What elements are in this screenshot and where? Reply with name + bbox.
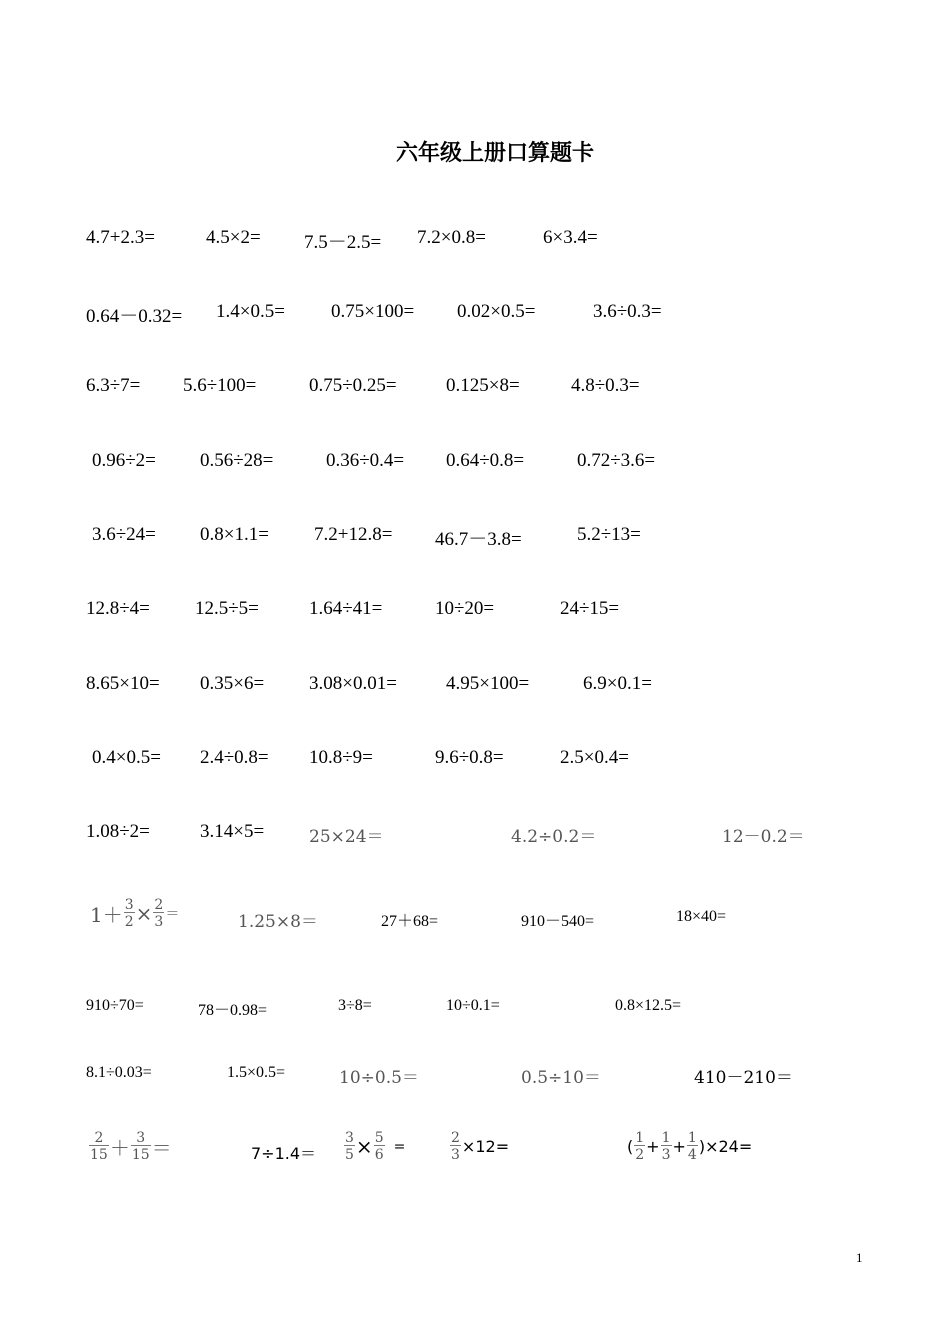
operator: ＋ <box>109 1136 130 1160</box>
numerator: 1 <box>687 1130 697 1146</box>
fraction <box>661 1131 672 1162</box>
problem: 12.8÷4= <box>86 598 150 619</box>
problem: 7.5－2.5= <box>304 232 382 253</box>
fraction <box>124 898 135 929</box>
problem: 2.4÷0.8= <box>200 747 269 768</box>
fraction-expression <box>90 898 179 929</box>
problem: 12.5÷5= <box>195 598 259 619</box>
problem: 4.8÷0.3= <box>571 375 640 396</box>
problem: 6.9×0.1= <box>583 673 652 694</box>
problem: 24÷15= <box>560 598 620 619</box>
problem: 0.8×1.1= <box>200 524 269 545</box>
problem: 10÷20= <box>435 598 495 619</box>
problem: 0.64÷0.8= <box>446 450 525 471</box>
equals: ＝ <box>151 1136 172 1160</box>
denominator: 2 <box>635 1147 645 1163</box>
problem: 0.125×8= <box>446 375 520 396</box>
fraction <box>89 1131 109 1162</box>
problem: 8.1÷0.03= <box>86 1064 152 1081</box>
problem: 3.14×5= <box>200 821 265 842</box>
problem: 0.36÷0.4= <box>326 450 405 471</box>
problem: 3.6÷0.3= <box>593 301 662 322</box>
problem: 3÷8= <box>338 997 372 1014</box>
problem: 3.08×0.01= <box>309 673 397 694</box>
problem: 1.25×8＝ <box>238 912 318 932</box>
numerator: 1 <box>661 1130 671 1146</box>
numerator: 3 <box>124 897 134 913</box>
fraction-expression <box>449 1131 509 1162</box>
paren-open: ( <box>627 1137 634 1156</box>
problem: 10÷0.1= <box>446 997 500 1014</box>
problem: 46.7－3.8= <box>435 529 522 550</box>
fraction <box>344 1131 355 1162</box>
equals: = <box>393 1138 406 1155</box>
fraction <box>450 1131 461 1162</box>
denominator: 3 <box>661 1147 671 1163</box>
problem: 8.65×10= <box>86 673 160 694</box>
problem: 2.5×0.4= <box>560 747 629 768</box>
denominator: 15 <box>131 1147 150 1163</box>
operator: × <box>135 901 153 926</box>
equals: ＝ <box>165 906 180 923</box>
denominator: 4 <box>687 1147 697 1163</box>
problem: 5.2÷13= <box>577 524 641 545</box>
problem: 4.95×100= <box>446 673 530 694</box>
problem: 25×24＝ <box>309 827 384 847</box>
problem: 27＋68= <box>381 913 439 930</box>
problem: 4.7+2.3= <box>86 227 155 248</box>
problem: 0.5÷10＝ <box>521 1068 601 1088</box>
expr-tail: ×12= <box>461 1137 510 1156</box>
problem: 78－0.98= <box>198 1002 268 1019</box>
problem: 7.2×0.8= <box>417 227 486 248</box>
problem: 0.64－0.32= <box>86 306 183 327</box>
expr-lead: 1＋ <box>90 903 123 927</box>
denominator: 2 <box>124 914 134 930</box>
problem: 0.75÷0.25= <box>309 375 397 396</box>
numerator: 2 <box>154 897 164 913</box>
problem: 6.3÷7= <box>86 375 141 396</box>
problem: 0.75×100= <box>331 301 415 322</box>
fraction <box>131 1131 151 1162</box>
problem: 4.5×2= <box>206 227 261 248</box>
denominator: 3 <box>451 1147 460 1163</box>
problem: 1.08÷2= <box>86 821 150 842</box>
problem: 18×40= <box>676 908 727 925</box>
problem: 4.2÷0.2＝ <box>511 827 597 847</box>
problem: 410－210＝ <box>694 1068 793 1088</box>
fraction-expression <box>627 1131 752 1162</box>
fraction <box>374 1131 385 1162</box>
problem: 910÷70= <box>86 997 144 1014</box>
problem: 3.6÷24= <box>92 524 156 545</box>
numerator: 2 <box>94 1130 104 1146</box>
fraction-expression <box>343 1131 405 1162</box>
denominator: 15 <box>90 1147 108 1163</box>
problem: 0.56÷28= <box>200 450 274 471</box>
numerator: 1 <box>635 1130 645 1146</box>
denominator: 6 <box>374 1147 384 1163</box>
operator: + <box>672 1137 686 1156</box>
numerator: 5 <box>374 1130 384 1146</box>
operator: × <box>355 1134 373 1159</box>
problem: 0.72÷3.6= <box>577 450 656 471</box>
problem: 910－540= <box>521 913 595 930</box>
numerator: 3 <box>136 1130 146 1146</box>
problem: 6×3.4= <box>543 227 598 248</box>
problem: 1.4×0.5= <box>216 301 285 322</box>
numerator: 3 <box>345 1130 354 1146</box>
problem: 0.8×12.5= <box>615 997 682 1014</box>
problem: 7.2+12.8= <box>314 524 393 545</box>
problem: 0.35×6= <box>200 673 265 694</box>
problem: 7÷1.4＝ <box>251 1144 317 1163</box>
problem: 0.4×0.5= <box>92 747 161 768</box>
page-title: 六年级上册口算题卡 <box>395 141 594 166</box>
page-number: 1 <box>856 1250 863 1265</box>
problem: 9.6÷0.8= <box>435 747 504 768</box>
numerator: 2 <box>451 1130 460 1146</box>
problem: 0.02×0.5= <box>457 301 536 322</box>
fraction <box>153 898 164 929</box>
fraction-expression <box>88 1131 172 1162</box>
expr-tail: )×24= <box>698 1137 753 1156</box>
problem: 1.5×0.5= <box>227 1064 286 1081</box>
problem: 12－0.2＝ <box>722 827 805 847</box>
problem: 10.8÷9= <box>309 747 373 768</box>
problem: 5.6÷100= <box>183 375 257 396</box>
denominator: 3 <box>154 914 164 930</box>
operator: + <box>646 1137 660 1156</box>
denominator: 5 <box>345 1147 354 1163</box>
problem: 0.96÷2= <box>92 450 156 471</box>
problem: 1.64÷41= <box>309 598 383 619</box>
fraction <box>687 1131 698 1162</box>
fraction <box>634 1131 645 1162</box>
problem: 10÷0.5＝ <box>339 1068 419 1088</box>
